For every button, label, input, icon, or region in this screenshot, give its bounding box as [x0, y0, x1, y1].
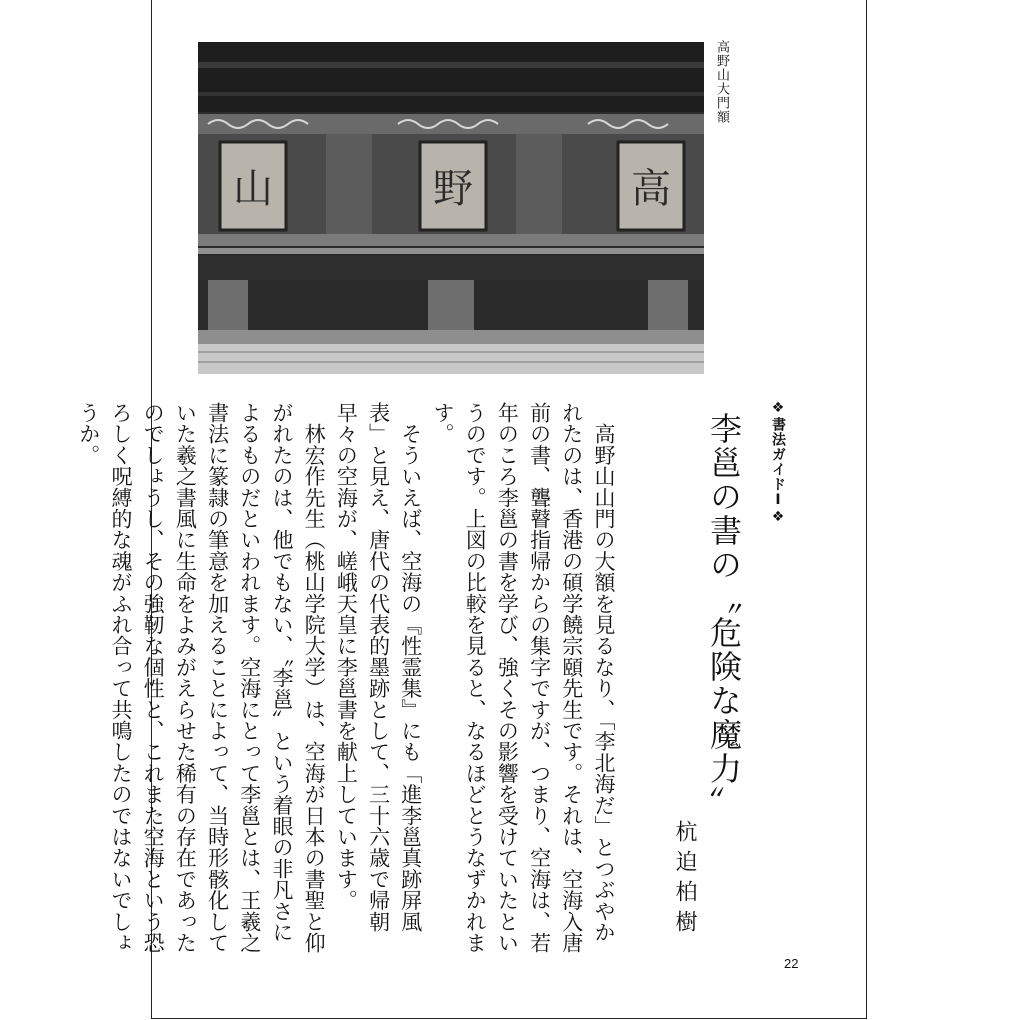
plaque-char-1: 山: [233, 166, 273, 212]
plaque-char-3: 高: [631, 166, 671, 212]
author-name: 杭迫柏樹: [672, 820, 697, 940]
gate-illustration: [198, 42, 704, 374]
article-body: [76, 402, 620, 962]
paragraph-2: そういえば、空海の『性霊集』にも「進李邕真跡屏風表」と見え、唐代の代表的墨跡として、三十六歳で帰朝早々の空海が、嵯峨天皇に李邕書を献上しています。: [334, 402, 423, 932]
photo-caption: 高野山大門額: [714, 40, 729, 124]
temple-gate-photo: [198, 42, 704, 374]
article-title: 李邕の書の〝危険な魔力〟: [705, 412, 743, 820]
paragraph-1: 高野山山門の大額を見るなり、「李北海だ」とつぶやかれたのは、香港の碩学饒宗頤先生です。それは、空海入唐前の書、聾瞽指帰からの集字ですが、つまり、空海は、若年のころ李邕の書を学び、強くその影響を受けていたというのです。上図の比較を見ると、なるほどとうなずかれます。: [430, 402, 616, 954]
paragraph-3: 林宏作先生（桃山学院大学）は、空海が日本の書聖と仰がれたのは、他でもない、〝李邕〟という着眼の非凡さによるものだといわれます。空海にとって李邕とは、王羲之書法に篆隷の筆意を加えることによって、当時形骸化していた羲之書風に生命をよみがえらせた稀有の存在であったのでしょうし、その強靭な個性と、これまた空海という恐ろしく呪縛的な魂がふれ合って共鳴したのではないでしょうか。: [76, 402, 327, 954]
series-label: ❖書法ガイドⅠ❖: [770, 400, 786, 526]
plaque-char-2: 野: [433, 166, 473, 212]
page-number: 22: [784, 956, 799, 971]
